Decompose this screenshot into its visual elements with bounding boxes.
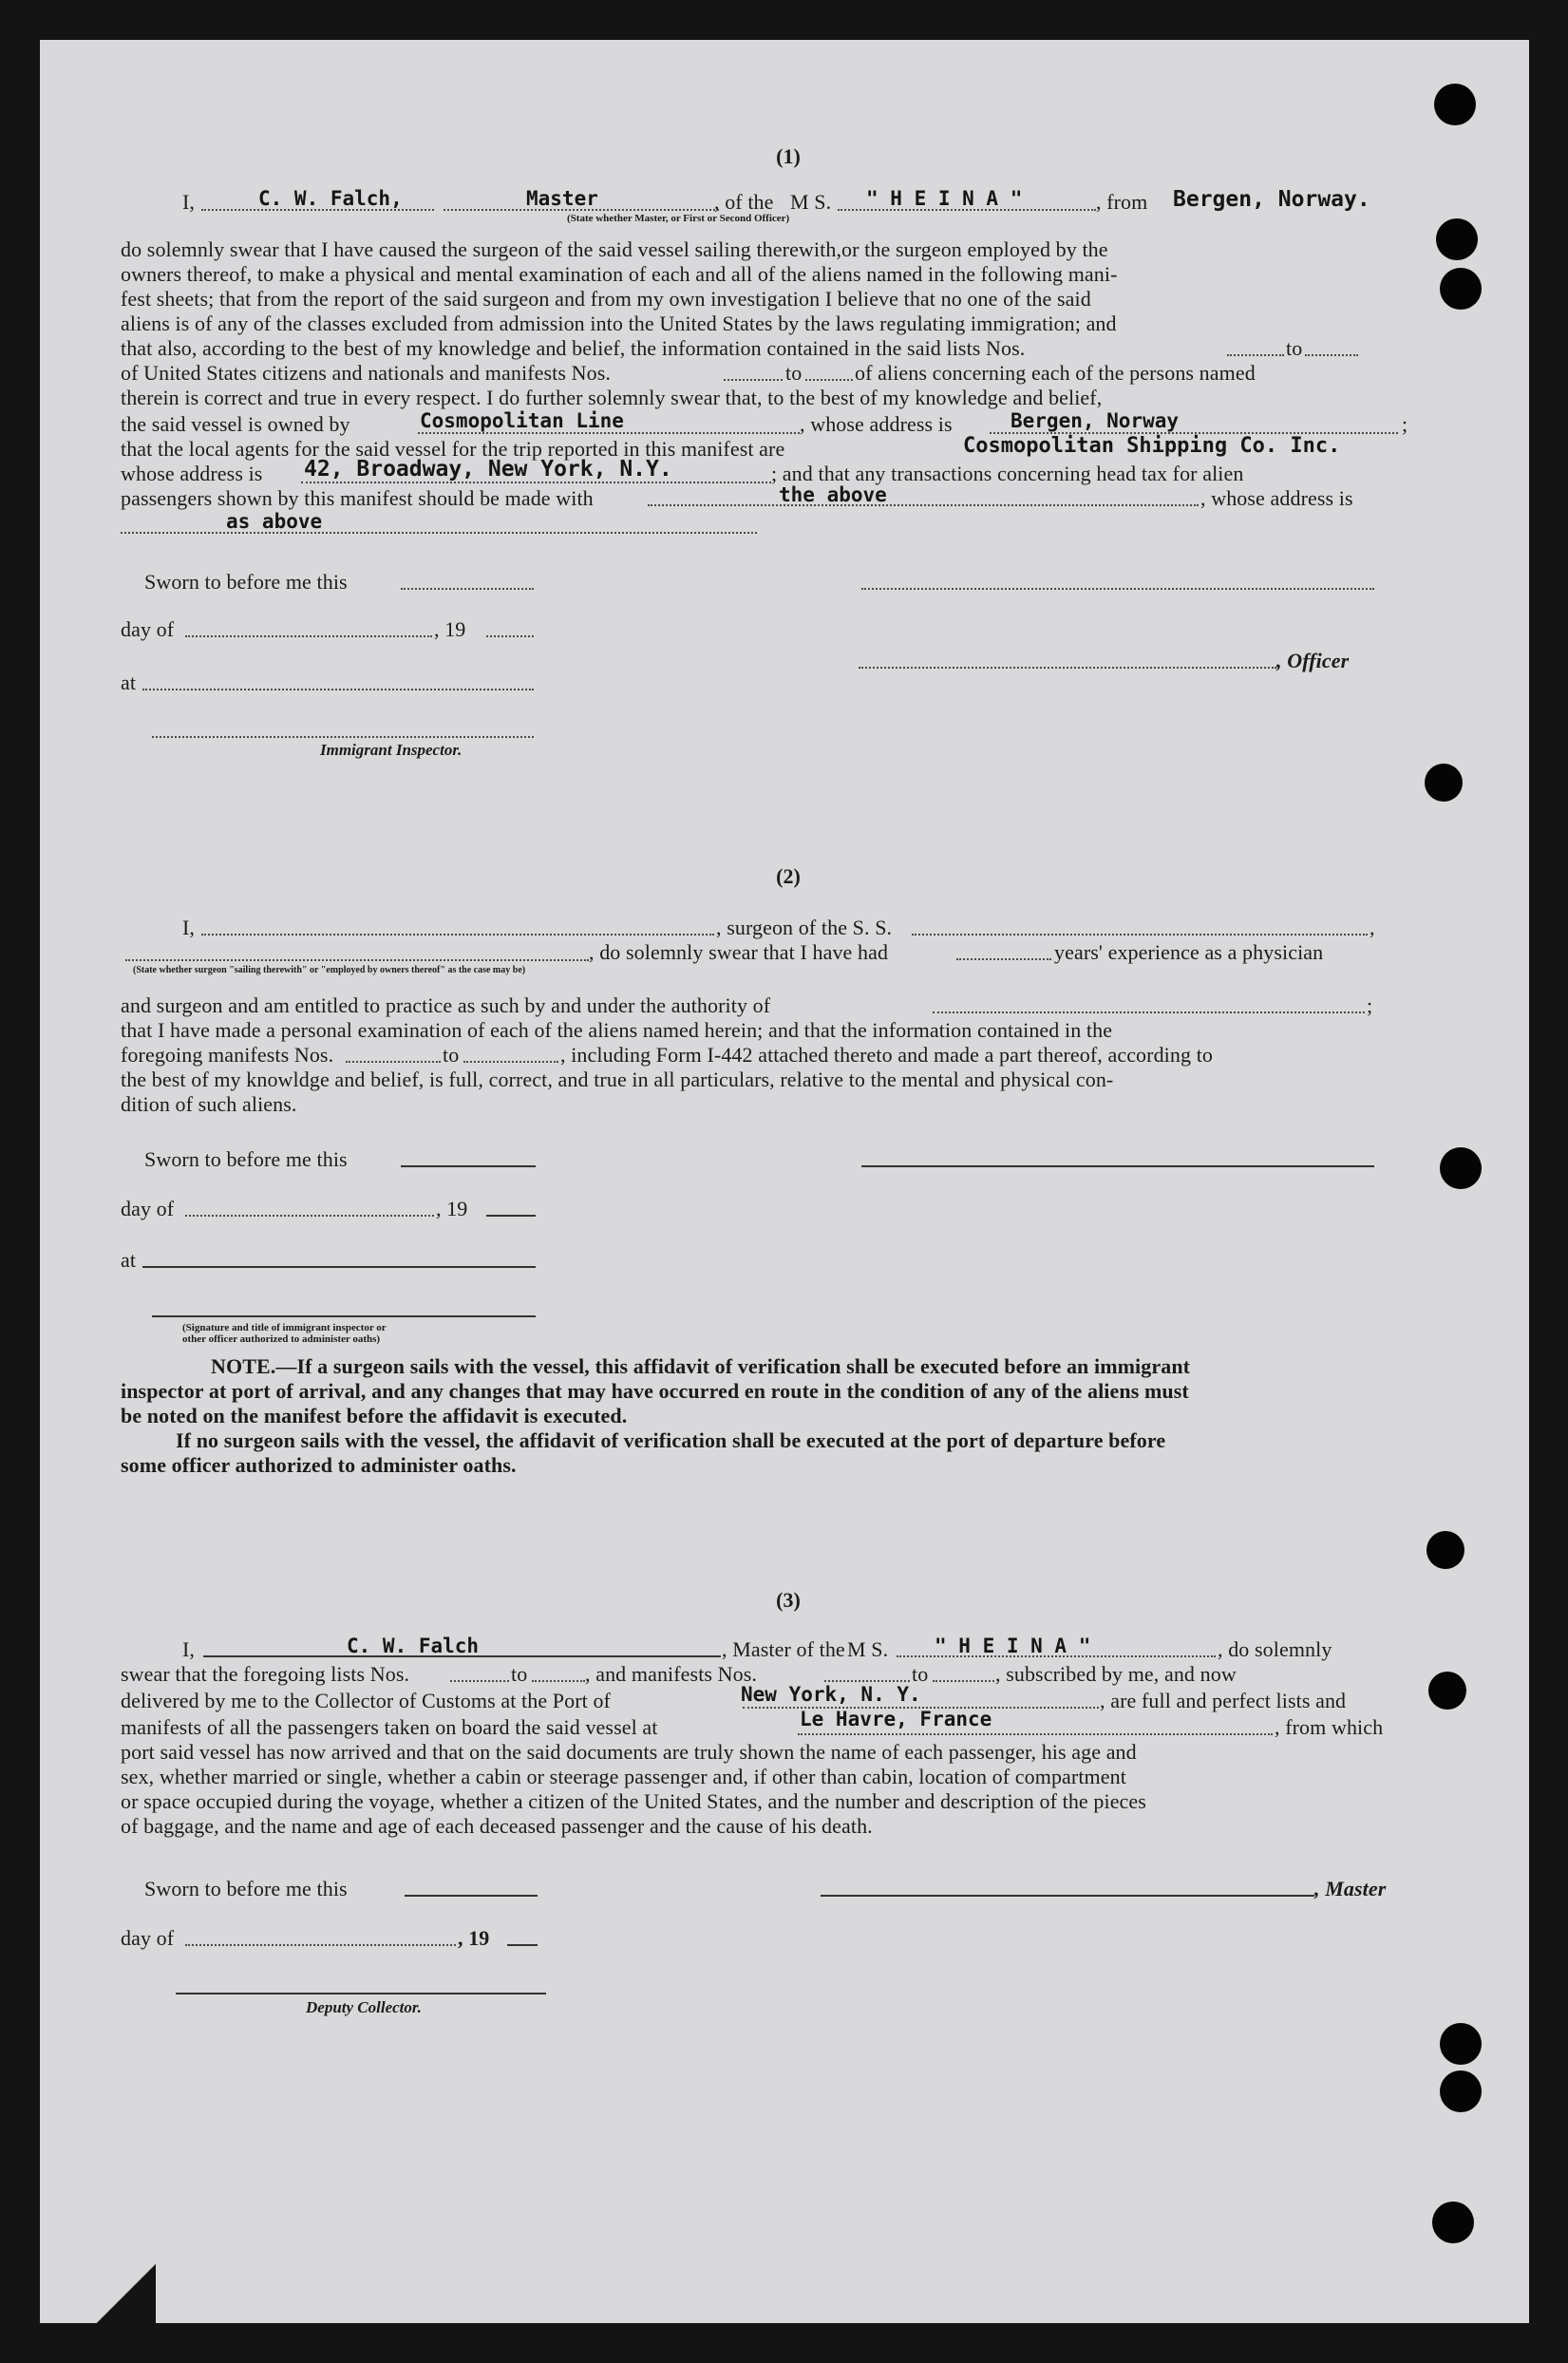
rank: Master [526,187,598,210]
port-of-embarkation: Le Havre, France [800,1708,992,1730]
head-tax-address: as above [226,510,323,533]
punch-hole-icon [1425,764,1463,802]
i-prefix: I, [182,190,196,214]
from-label: , from [1096,190,1148,214]
punch-hole-icon [1440,1147,1482,1189]
punch-hole-icon [1440,268,1482,310]
note-paragraph: NOTE.—If a surgeon sails with the vessel, this affidavit of verification shall be executed before an immigrant inspector at port of arrival, and any changes that may have occurred en route in the condition of any of the aliens must be noted on the manifest before the affidavit is executed. If no surgeon sails with the vessel, the affidavit of verification shall be executed at the port of departure before some officer authorized to administer oaths. [121,1354,1191,1477]
punch-hole-icon [1434,84,1476,125]
of-the-label: , of the [714,190,774,214]
punch-hole-icon [1428,1672,1466,1710]
document-page: (1) I, C. W. Falch, Master , of the M S. " H E I N A " , from Bergen, Norway. (State whether Master, or First or Second Officer) do solemnly swear that I have caused the surgeon of the said vessel sailing therewith,or the surgeon employed by the owners thereof, to make a physical and mental examination of each and all of the aliens named in the following mani- fest sheets; that from the report of the said surgeon and from my own investigation I believe that no one of the said aliens is of any of the classes excluded from admission into the United States by the laws regulating immigration; and that also, according to the best of my knowledge and belief, the information contained in the said lists Nos. to of United States citizens and nationals and manifests Nos. to of aliens concerning each of the persons named therein is correct and true in every respect. I do further solemnly swear that, to the best of my knowledge and belief, the said vessel is owned by Cosmopolitan Line , whose address is Bergen, Norway ; that the local agents for the said vessel for the trip reported in this manifest are Cosmopolitan Shipping Co. Inc. whose address is 42, Broadway, New York, N.Y. ; and that any transactions concerning head tax for alien passengers shown by this manifest should be made with the above , whose address is as above Sworn to before me this day of , 19 , Officer at Immigrant Inspector. (2) I, , surgeon of the S. S. , , do solemnly swear that I have had years' experience as a physician (State whether surgeon "sailing therewith" or "employed by owners thereof" as the case may be) and surgeon and am entitled to practice as such by and under the authority of ; that I have made a personal examination of each of the aliens named herein; and that the information contained in the foregoing manifests Nos. to , including Form I-442 attached thereto and made a part thereof, according to the best of my knowldge and belief, is full, correct, and true in all particulars, relative to the mental and physical con- dition of such aliens. Sworn to before me this day of , 19 at (Signature and title of immigrant inspector or other officer authorized to administer oaths) NOTE.—If a surgeon sails with the vessel, this affidavit of verification shall be executed before an immigrant inspector at port of arrival, and any changes that may have occurred en route in the condition of any of the aliens must be noted on the manifest before the affidavit is executed. If no surgeon sails with the vessel, the affidavit of verification shall be executed at the port of departure before some officer authorized to administer oaths. (3) I, C. W. Falch , Master of the M S. " H E I N A " , do solemnly swear that the foregoing lists Nos. to , and manifests Nos. to , subscribed by me, and now delivered by me to the Collector of Customs at the Port of New York, N. Y. , are full and perfect lists and manifests of all the passengers taken on board the said vessel at Le Havre, France , from which port said vessel has now arrived and that on the said documents are truly shown the name of each passenger, his age and sex, whether married or single, whether a cabin or steerage passenger and, if other than cabin, location of compartment or space occupied during the voyage, whether a citizen of the United States, and the number and description of the pieces of baggage, and the name and age of each deceased passenger and the cause of his death. Sworn to before me this , Master day of , 19 Deputy Collector. [40,40,1529,2323]
vessel-type: M S. [790,190,832,214]
torn-corner [89,2257,156,2323]
agents-address: 42, Broadway, New York, N.Y. [304,457,672,482]
vessel-name-3: " H E I N A " [935,1635,1091,1657]
punch-hole-icon [1426,1531,1464,1569]
immigrant-inspector-label: Immigrant Inspector. [320,741,463,759]
owner: Cosmopolitan Line [420,409,624,432]
owner-address: Bergen, Norway [1011,409,1180,432]
signature-note: (Signature and title of immigrant inspector or other officer authorized to administer oaths) [182,1322,387,1345]
punch-hole-icon [1440,2070,1482,2112]
vessel-name: " H E I N A " [866,187,1023,210]
master-name: C. W. Falch, [258,187,403,210]
note-label: NOTE. [211,1354,276,1378]
punch-hole-icon [1432,2202,1474,2243]
section3-paragraph: port said vessel has now arrived and that on the said documents are truly shown the name of each passenger, his age and sex, whether married or single, whether a cabin or steerage passenger and, if other than cabin, location of compartment or space occupied during the voyage, whether a citizen of the United States, and the number and description of the pieces of baggage, and the name and age of each deceased passenger and the cause of his death. [121,1740,1146,1838]
punch-hole-icon [1436,218,1478,260]
officer-label: , Officer [1276,649,1350,672]
section-number: (2) [776,864,801,888]
section-number: (3) [776,1588,801,1612]
agents: Cosmopolitan Shipping Co. Inc. [963,434,1341,458]
oath-paragraph: do solemnly swear that I have caused the surgeon of the said vessel sailing therewith,or the surgeon employed by the owners thereof, to make a physical and mental examination of each and all of the aliens named in the following mani- fest sheets; that from the report of the said surgeon and from my own investigation I believe that no one of the said aliens is of any of the classes excluded from admission into the United States by the laws regulating immigration; and [121,237,1118,335]
section-number: (1) [776,144,801,168]
rank-note: (State whether Master, or First or Second Officer) [567,213,790,224]
port-of-arrival: New York, N. Y. [741,1683,921,1706]
deputy-collector-label: Deputy Collector. [306,1998,422,2016]
master-name-3: C. W. Falch [347,1635,480,1657]
punch-hole-icon [1440,2023,1482,2065]
surgeon-note: (State whether surgeon "sailing therewith" or "employed by owners thereof" as the case may be) [133,965,526,975]
head-tax-party: the above [779,483,887,506]
from-port: Bergen, Norway. [1173,187,1370,212]
master-signature-label: , Master [1314,1877,1387,1900]
